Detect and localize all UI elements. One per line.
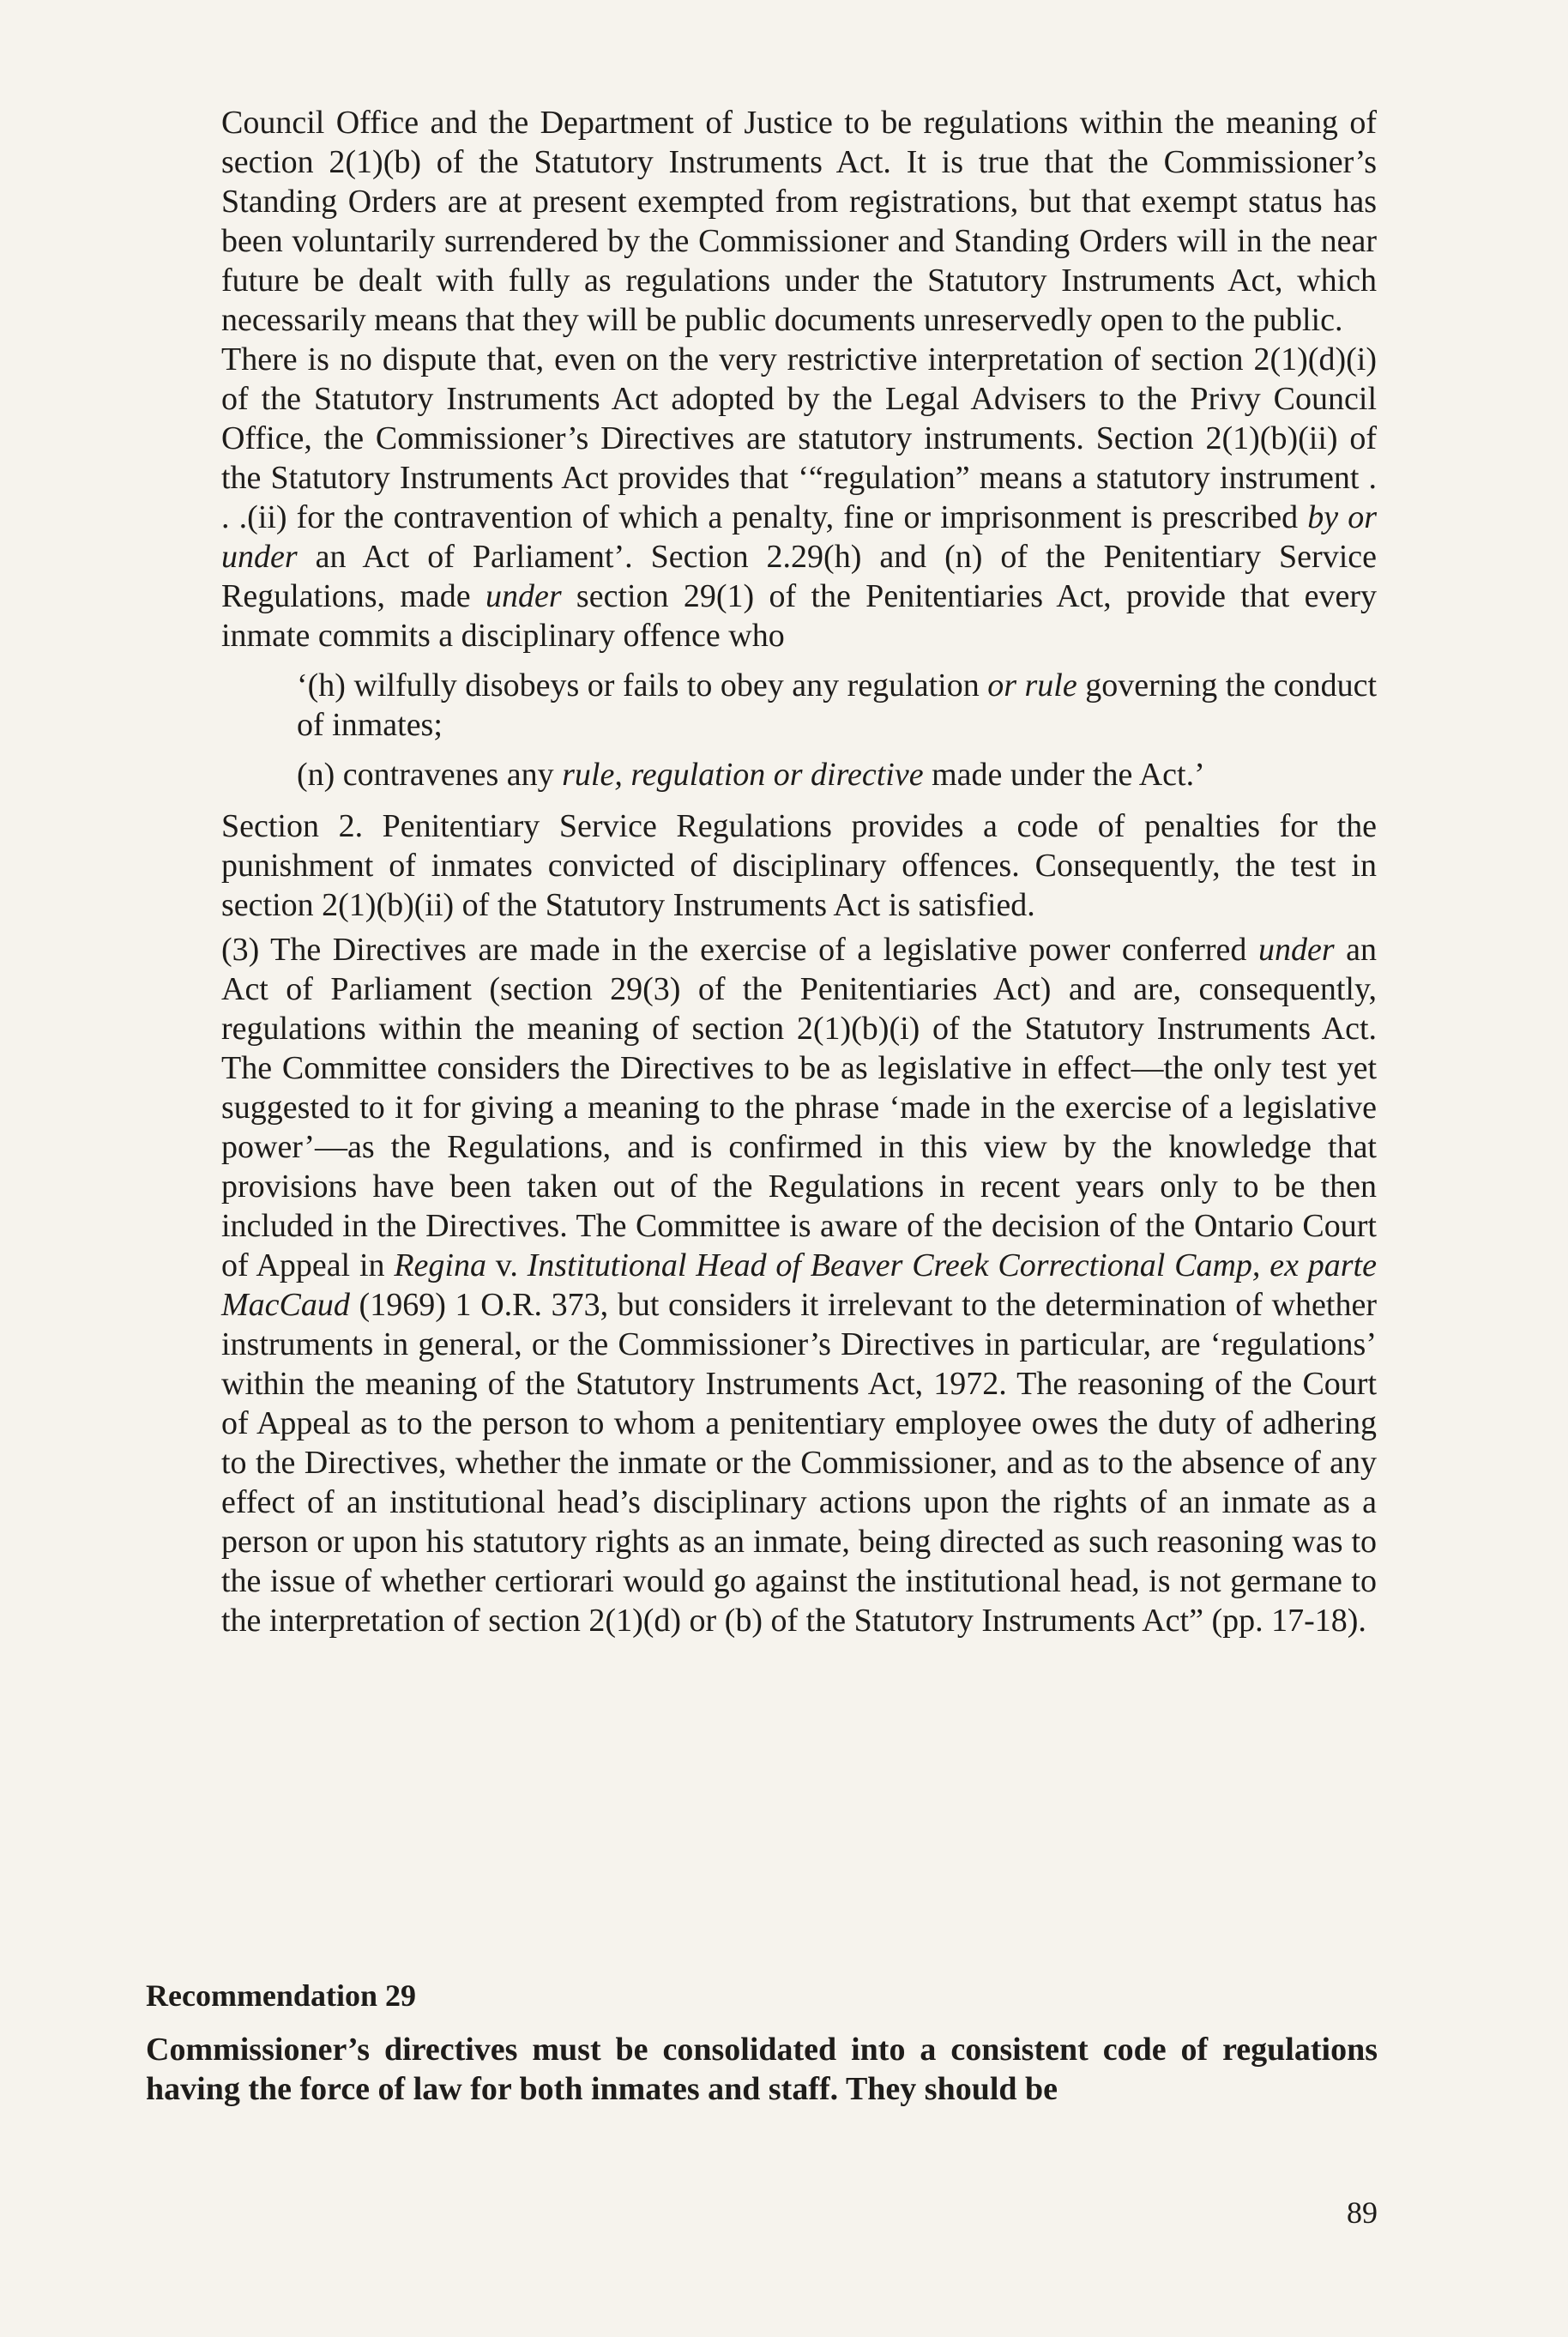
text-span: section 29(1) of the Penitentiaries Act, provide that every inmate commits a disciplinary offence who	[221, 578, 1377, 654]
case-name-institutional-head: Institutional Head of Beaver Creek Correctional Camp, ex parte MacCaud	[221, 1247, 1377, 1323]
text-span: ‘(h) wilfully disobeys or fails to obey any regulation	[297, 667, 988, 704]
paragraph-council-office: Council Office and the Department of Justice to be regulations within the meaning of section 2(1)(b) of the Statutory Instruments Act. It is true that the Commissioner’s Standing Orders are at present exempted from registrations, but that exempt status has been voluntarily surrendered by the Commissioner and Standing Orders will in the near future be dealt with fully as regulations under the Statutory Instruments Act, which necessarily means that they will be public documents unreservedly open to the public.	[221, 105, 1377, 338]
paragraph-3-legislative-power	[221, 930, 1377, 1640]
case-name-regina: Regina	[394, 1247, 486, 1283]
recommendation-heading: Recommendation 29	[146, 1978, 416, 2013]
quote-item-h	[297, 666, 1377, 745]
italic-span: by or under	[221, 499, 1378, 575]
text-span: governing the conduct of inmates;	[297, 667, 1378, 743]
quote-item-n	[297, 755, 1377, 794]
body-text	[221, 103, 1377, 1640]
italic-span: rule, regulation or directive	[562, 757, 924, 793]
paragraph-section-2: Section 2. Penitentiary Service Regulations provides a code of penalties for the punishment of inmates convicted of disciplinary offences. Consequently, the test in section 2(1)(b)(ii) of the Statutory Instruments Act is satisfied.	[221, 808, 1377, 923]
italic-span: under	[1257, 932, 1335, 968]
italic-span: or rule	[987, 667, 1077, 704]
text-span: (3) The Directives are made in the exercise of a legislative power conferred	[221, 932, 1258, 968]
text-span: (n) contravenes any	[297, 757, 563, 793]
italic-span: under	[485, 578, 562, 614]
text-span: an Act of Parliament’. Section 2.29(h) and (n) of the Penitentiary Service Regulations, made	[221, 539, 1377, 614]
text-span: an Act of Parliament (section 29(3) of the Penitentiaries Act) and are, consequently, regulations within the meaning of section 2(1)(b)(i) of the Statutory Instruments Act. The Committee considers the Directives to be as legislative in effect—the only test yet suggested to it for giving a meaning to the phrase ‘made in the exercise of a legislative power’—as the Regulations, and is confirmed in this view by the knowledge that provisions have been taken out of the Regulations in recent years only to be then included in the Directives. The Committee is aware of the decision of the Ontario Court of Appeal in	[221, 932, 1377, 1283]
page-number: 89	[1347, 2195, 1378, 2230]
text-span: There is no dispute that, even on the very restrictive interpretation of section 2(1)(d)(i) of the Statutory Instruments Act adopted by the Legal Advisers to the Privy Council Office, the Commissioner’s Directives are statutory instruments. Section 2(1)(b)(ii) of the Statutory Instruments Act provides that ‘“regulation” means a statutory instrument . . .(ii) for the contravention of which a penalty, fine or imprisonment is prescribed	[221, 341, 1377, 535]
text-span: v.	[485, 1247, 528, 1283]
text-span: made under the Act.’	[923, 757, 1205, 793]
paragraph-directives-statutory	[221, 340, 1377, 655]
text-span: (1969) 1 O.R. 373, but considers it irrelevant to the determination of whether instruments in general, or the Commissioner’s Directives in particular, are ‘regulations’ within the meaning of the Statutory Instruments Act, 1972. The reasoning of the Court of Appeal as to the person to whom a penitentiary employee owes the duty of adhering to the Directives, whether the inmate or the Commissioner, and as to the absence of any effect of an institutional head’s disciplinary actions upon the rights of an inmate as a person or upon his statutory rights as an inmate, being directed as such reasoning was to the issue of whether certiorari would go against the institutional head, is not germane to the interpretation of section 2(1)(d) or (b) of the Statutory Instruments Act” (pp. 17-18).	[221, 1287, 1377, 1639]
recommendation-text: Commissioner’s directives must be consolidated into a consistent code of regulations having the force of law for both inmates and staff. They should be	[146, 2032, 1378, 2107]
